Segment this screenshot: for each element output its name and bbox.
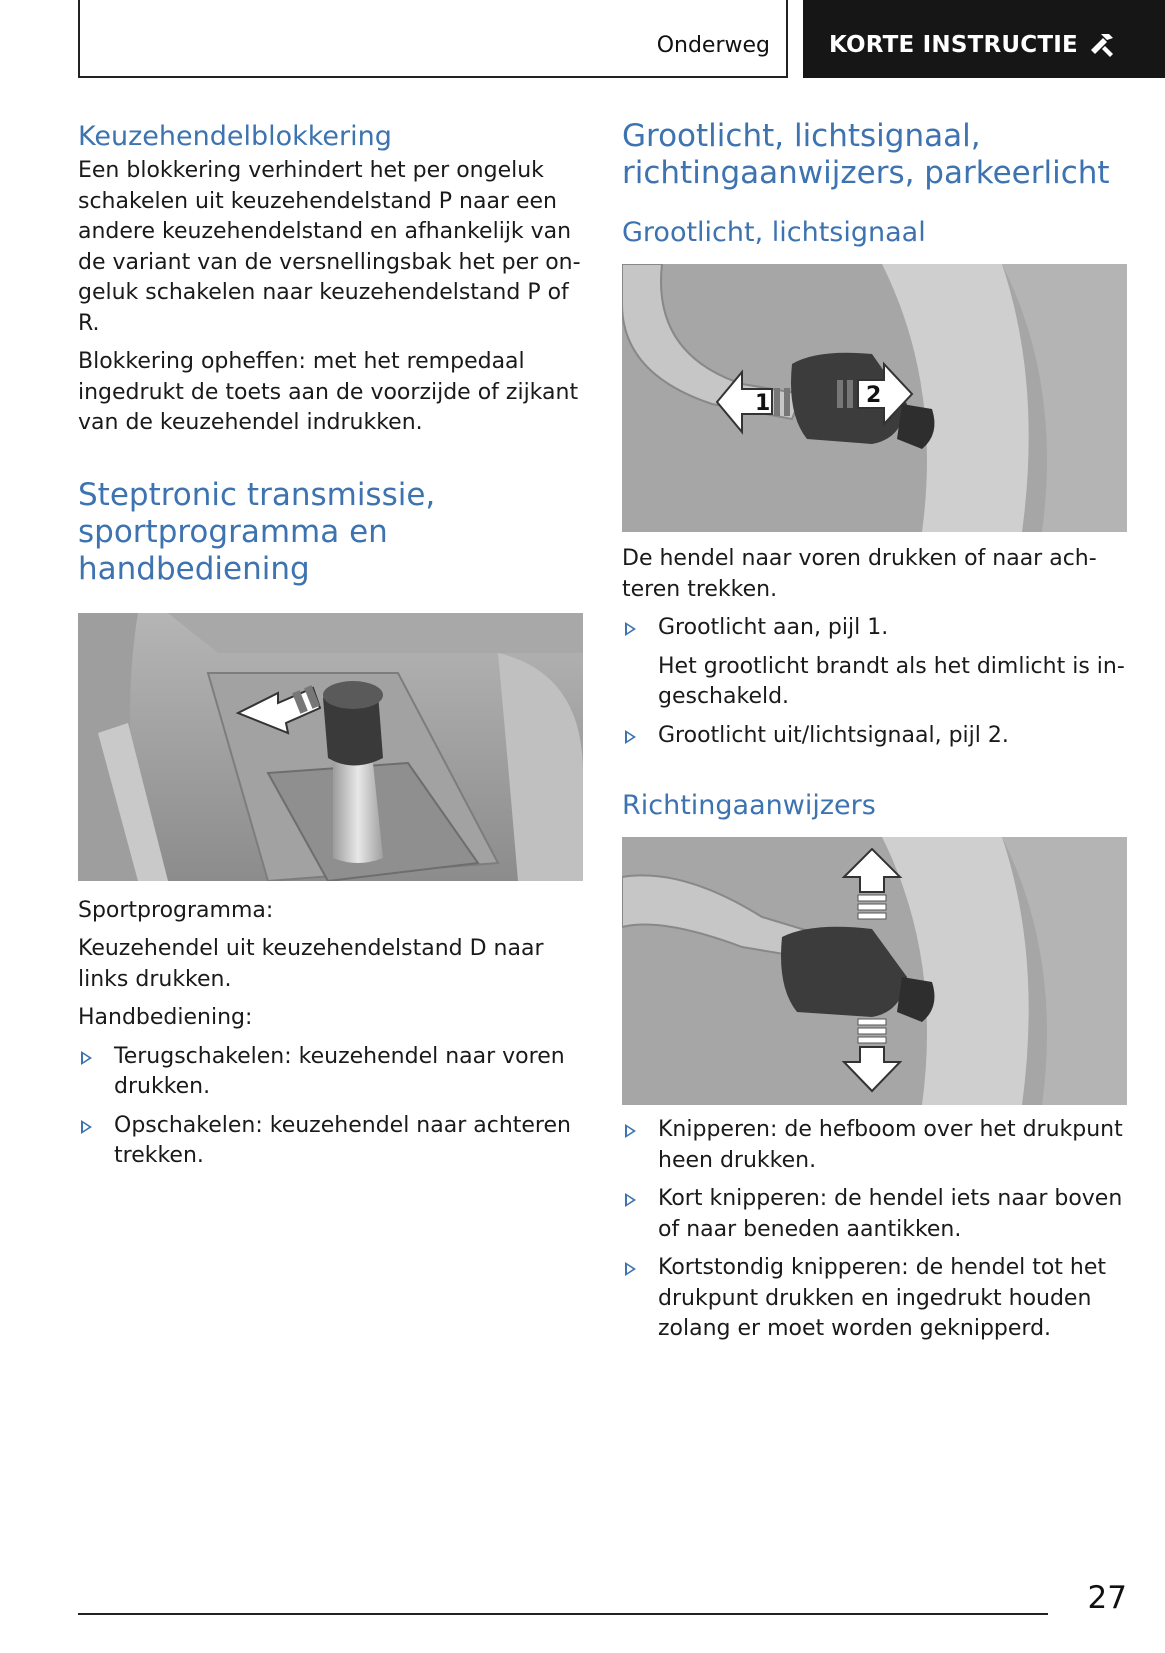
heading-steptronic: Steptronic transmissie, sportprogramma en handbediening: [78, 476, 436, 587]
header-chapter-title: KORTE INSTRUCTIE: [829, 32, 1078, 58]
list-item: Knipperen: de hefboom over het drukpunt heen drukken.: [622, 1115, 1127, 1176]
page-number: 27: [1087, 1580, 1127, 1616]
turn-signal-stalk-illustration: [622, 837, 1127, 1105]
paragraph-sport-label: Sportprogramma:: [78, 897, 274, 923]
gear-selector-illustration: [78, 613, 583, 881]
richting-list: [622, 1115, 1127, 1345]
heading-keuzehendelblokkering: Keuzehendelblokkering: [78, 121, 392, 152]
header-box: [78, 0, 788, 78]
bullet-triangle-icon: [625, 1193, 636, 1207]
paragraph-hand-label: Handbediening:: [78, 1005, 253, 1030]
bullet-triangle-icon: [625, 730, 636, 744]
list-item: Opschakelen: keuzehendel naar achteren trekken.: [78, 1111, 583, 1172]
bullet-triangle-icon: [81, 1051, 92, 1065]
paragraph-grootlicht-note: Het grootlicht brandt als het dimlicht is ingeschakeld.: [658, 653, 1125, 709]
arrow-label-2: 2: [866, 383, 882, 408]
left-column: [78, 118, 583, 1172]
list-item: Grootlicht uit/lichtsignaal, pijl 2.: [622, 721, 1127, 752]
heading-richtingaanwijzers: Richtingaanwijzers: [622, 790, 876, 821]
right-column: [622, 118, 1127, 1345]
list-item: Grootlicht aan, pijl 1.: [622, 613, 1127, 644]
header-section-title: Onderweg: [656, 33, 770, 58]
heading-grootlicht-lichtsignaal: Grootlicht, lichtsignaal: [622, 217, 926, 248]
list-item: Terugschakelen: keuzehendel naar voren drukken.: [78, 1042, 583, 1103]
paragraph-blokkering-1: Een blokkering verhindert het per ongeluk schakelen uit keuzehendelstand P naar een andere keuzehendelstand en afhankelijk van de variant van de versnellingsbak het per ongeluk schakelen naar keuzehendelstand P of R.: [78, 158, 581, 336]
footer-rule: [78, 1613, 1048, 1615]
arrow-label-1: 1: [755, 391, 771, 416]
heading-grootlicht-main: Grootlicht, lichtsignaal, richtingaanwijzers, parkeerlicht: [622, 118, 1110, 191]
bullet-triangle-icon: [81, 1120, 92, 1134]
hand-list: [78, 1042, 583, 1172]
car-tool-icon: [1087, 30, 1117, 60]
high-beam-stalk-illustration: [622, 264, 1127, 532]
paragraph-sport-text: Keuzehendel uit keuzehendelstand D naar links drukken.: [78, 936, 544, 992]
grootlicht-list: [622, 613, 1127, 644]
bullet-triangle-icon: [625, 622, 636, 636]
list-item: Kortstondig knipperen: de hendel tot het drukpunt drukken en ingedrukt houden zolang er moet worden geknipperd.: [622, 1253, 1127, 1345]
paragraph-blokkering-2: Blokkering opheffen: met het rempedaal ingedrukt de toets aan de voorzijde of zijkant van de keuzehendel indrukken.: [78, 349, 579, 435]
header-chapter-tab: [803, 0, 1165, 78]
bullet-triangle-icon: [625, 1124, 636, 1138]
paragraph-hendel: De hendel naar voren drukken of naar achteren trekken.: [622, 546, 1097, 602]
bullet-triangle-icon: [625, 1262, 636, 1276]
list-item: Kort knipperen: de hendel iets naar boven of naar beneden aantikken.: [622, 1184, 1127, 1245]
grootlicht-list-2: [622, 721, 1127, 752]
